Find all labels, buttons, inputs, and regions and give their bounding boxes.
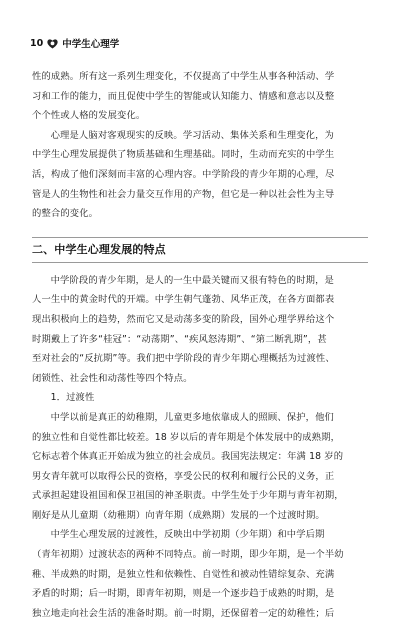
paragraph	[32, 67, 368, 126]
text-line: 个个性或人格的发展变化。	[32, 110, 146, 122]
text-line: 活，构成了他们深刻而丰富的心理内容。中学阶段的青少年期的心理，尽	[32, 168, 335, 180]
paragraph	[32, 408, 368, 526]
text-line: 式承担起建设祖国和保卫祖国的神圣职责。中学生处于少年期与青年初期，	[32, 490, 344, 502]
paragraph	[32, 525, 368, 623]
text-line: 稚、半成熟的时期，是独立性和依赖性、自觉性和被动性错综复杂、充满	[32, 568, 335, 580]
text-line: 它标志着个体真正开始成为独立的社会成员。我国宪法规定：年满 18 岁的	[32, 451, 344, 463]
book-title: 中学生心理学	[62, 39, 120, 50]
text-line: 管是人的生物性和社会力量交互作用的产物，但它是一种以社会性为主导	[32, 188, 335, 200]
book-logo-icon	[46, 37, 59, 50]
section-title: 二、中学生心理发展的特点	[32, 242, 166, 256]
text-line: （青年初期）过渡状态的两种不同特点。前一时期，即少年期，是一个半幼	[32, 549, 344, 561]
text-line: 矛盾的时期；后一时期，即青年初期，则是一个逐步趋于成熟的时期，是	[32, 588, 335, 600]
subsection-title: 1．过渡性	[50, 392, 95, 404]
text-line: 心理是人脑对客观现实的反映。学习活动、集体关系和生理变化，为	[50, 129, 335, 141]
text-line: 闭锁性、社会性和动荡性等四个特点。	[32, 372, 193, 384]
page-header	[30, 36, 119, 50]
paragraph	[32, 126, 368, 224]
paragraph	[32, 271, 368, 389]
text-line: 性的成熟。所有这一系列生理变化，不仅提高了中学生从事各种活动、学	[32, 71, 335, 82]
text-line: 中学生心理发展提供了物质基础和生理基础。同时，生动而充实的中学生	[32, 149, 335, 161]
text-line: 刚好是从儿童期（幼稚期）向青年期（成熟期）发展的一个过渡时期。	[32, 509, 325, 521]
section-heading	[32, 237, 368, 263]
page-number: 10	[30, 37, 44, 49]
text-line: 独立地走向社会生活的准备时期。前一时期，还保留着一定的幼稚性；后	[32, 607, 335, 619]
text-line: 中学生心理发展的过渡性，反映出中学初期（少年期）和中学后期	[50, 529, 325, 541]
text-line: 习和工作的能力，而且促使中学生的智能或认知能力、情感和意志以及整	[32, 90, 335, 102]
text-line: 的整合的变化。	[32, 208, 99, 220]
text-line: 时期戴上了许多“桂冠”：“动荡期”、“疾风怒涛期”、“第二断乳期”，甚	[32, 333, 327, 345]
text-line: 中学以前是真正的幼稚期，儿童更多地依靠成人的照顾、保护，他们	[50, 411, 335, 423]
text-line: 的独立性和自觉性都比较差。18 岁以后的青年期是个体发展中的成熟期，	[32, 431, 341, 443]
text-line: 人一生中的黄金时代的开端。中学生朝气蓬勃、风华正茂，在各方面都表	[32, 294, 335, 306]
text-line: 至对社会的“反抗期”等。我们把中学阶段的青少年期心理概括为过渡性、	[32, 353, 335, 365]
body-text	[32, 67, 368, 623]
text-line: 中学阶段的青少年期，是人的一生中最关键而又很有特色的时期，是	[50, 274, 335, 286]
text-line: 男女青年就可以取得公民的资格，享受公民的权利和履行公民的义务，正	[32, 470, 335, 482]
text-line: 现出积极向上的趋势，然而它又是动荡多变的阶段，国外心理学界给这个	[32, 313, 335, 325]
